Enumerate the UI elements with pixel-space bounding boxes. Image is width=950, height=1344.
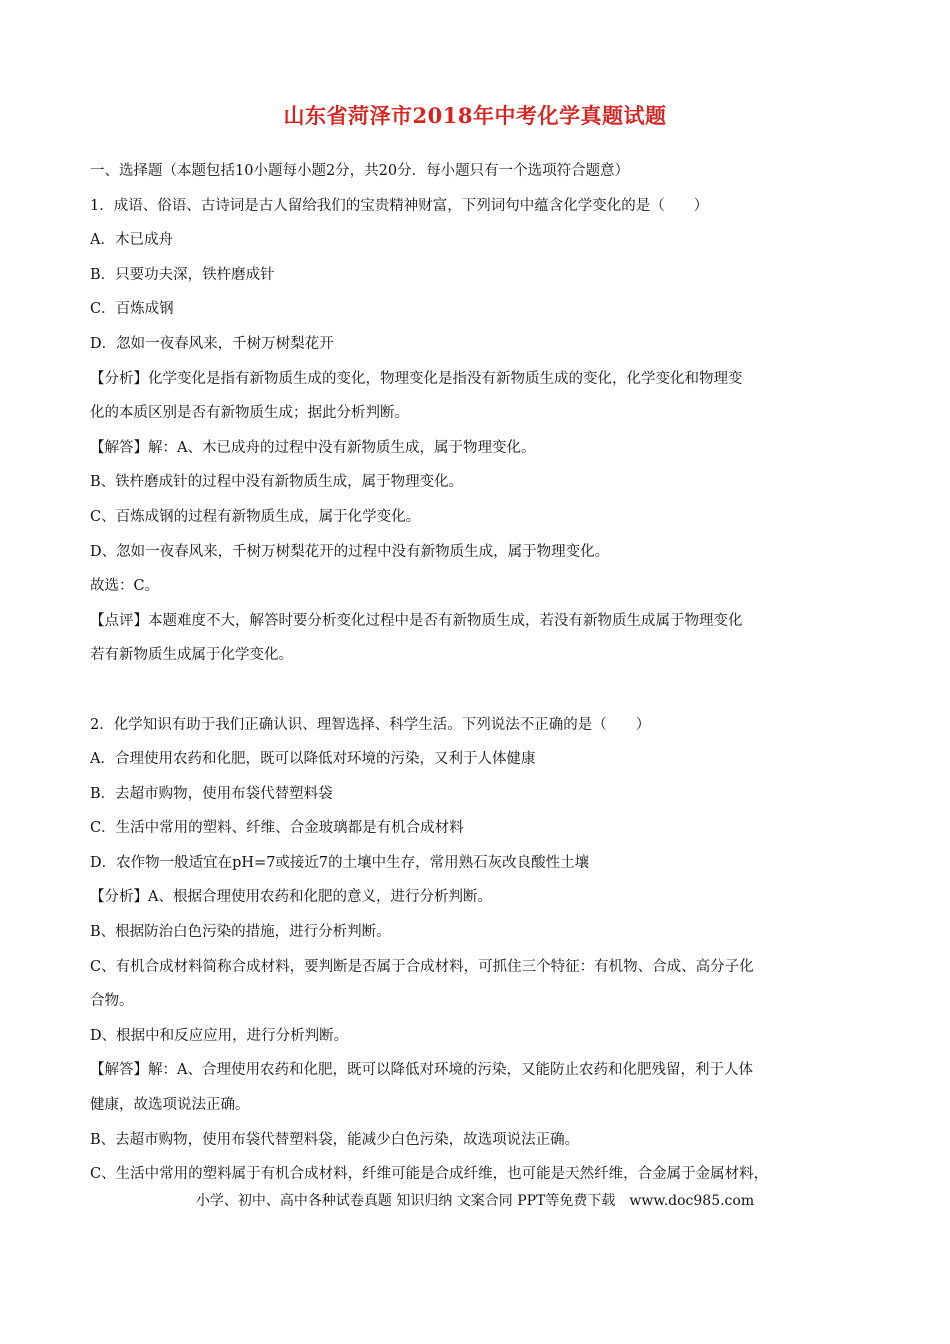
- question-1-option-c: C．百炼成钢: [90, 301, 174, 318]
- question-1-answer-d: D、忽如一夜春风来，千树万树梨花开的过程中没有新物质生成，属于物理变化。: [90, 543, 610, 560]
- question-2-option-c: C．生活中常用的塑料、纤维、合金玻璃都是有机合成材料: [90, 820, 464, 837]
- blank-line: [90, 673, 870, 708]
- document-title: 山东省菏泽市2018年中考化学真题试题: [283, 103, 667, 128]
- question-2-answer-b: B、去超市购物，使用布袋代替塑料袋，能减少白色污染，故选项说法正确。: [90, 1131, 580, 1148]
- question-1-answer: 【解答】解：A、木已成舟的过程中没有新物质生成，属于物理变化。: [90, 439, 536, 456]
- question-2-answer-cont: 健康，故选项说法正确。: [90, 1097, 250, 1114]
- question-1-comment: 【点评】本题难度不大，解答时要分析变化过程中是否有新物质生成，若没有新物质生成属于物理变化: [90, 612, 743, 629]
- question-1-answer-b: B、铁杵磨成针的过程中没有新物质生成，属于物理变化。: [90, 474, 464, 491]
- question-1-answer-c: C、百炼成钢的过程有新物质生成，属于化学变化。: [90, 508, 421, 525]
- question-1-choice: 故选：C。: [90, 578, 160, 595]
- page-footer: 小学、初中、高中各种试卷真题 知识归纳 文案合同 PPT等免费下载 www.doc985.com: [195, 1193, 755, 1209]
- question-2-option-b: B．去超市购物，使用布袋代替塑料袋: [90, 785, 333, 802]
- question-1-comment-cont: 若有新物质生成属于化学变化。: [90, 647, 293, 664]
- question-2-analysis-b: B、根据防治白色污染的措施，进行分析判断。: [90, 924, 391, 941]
- question-1-option-a: A．木已成舟: [90, 232, 173, 249]
- question-1-stem: 1．成语、俗语、古诗词是古人留给我们的宝贵精神财富，下列词句中蕴含化学变化的是（ ）: [90, 197, 709, 214]
- question-1-analysis: 【分析】化学变化是指有新物质生成的变化，物理变化是指没有新物质生成的变化，化学变化和物理变: [90, 370, 743, 387]
- question-2-analysis-d: D、根据中和反应应用，进行分析判断。: [90, 1027, 349, 1044]
- question-2-analysis-c: C、有机合成材料简称合成材料，要判断是否属于合成材料，可抓住三个特征：有机物、合成、高分子化: [90, 958, 754, 975]
- question-2-answer: 【解答】解：A、合理使用农药和化肥，既可以降低对环境的污染，又能防止农药和化肥残留，利于人体: [90, 1062, 753, 1079]
- question-2-analysis: 【分析】A、根据合理使用农药和化肥的意义，进行分析判断。: [90, 889, 492, 906]
- document-body: [90, 154, 870, 1192]
- section-heading: 一、选择题（本题包括10小题每小题2分，共20分．每小题只有一个选项符合题意）: [90, 163, 630, 179]
- question-1-analysis-cont: 化的本质区别是否有新物质生成；据此分析判断。: [90, 405, 409, 422]
- question-2-option-a: A．合理使用农药和化肥，既可以降低对环境的污染，又利于人体健康: [90, 751, 536, 768]
- question-2-analysis-c-cont: 合物。: [90, 993, 134, 1010]
- question-1-option-b: B．只要功夫深，铁杵磨成针: [90, 266, 275, 283]
- question-1-option-d: D．忽如一夜春风来，千树万树梨花开: [90, 335, 334, 352]
- question-2-answer-c: C、生活中常用的塑料属于有机合成材料，纤维可能是合成纤维，也可能是天然纤维，合金属于金属材料，: [90, 1166, 769, 1183]
- question-2-option-d: D．农作物一般适宜在pH=7或接近7的土壤中生存，常用熟石灰改良酸性土壤: [90, 854, 590, 871]
- question-2-stem: 2．化学知识有助于我们正确认识、理智选择、科学生活。下列说法不正确的是（ ）: [90, 716, 651, 733]
